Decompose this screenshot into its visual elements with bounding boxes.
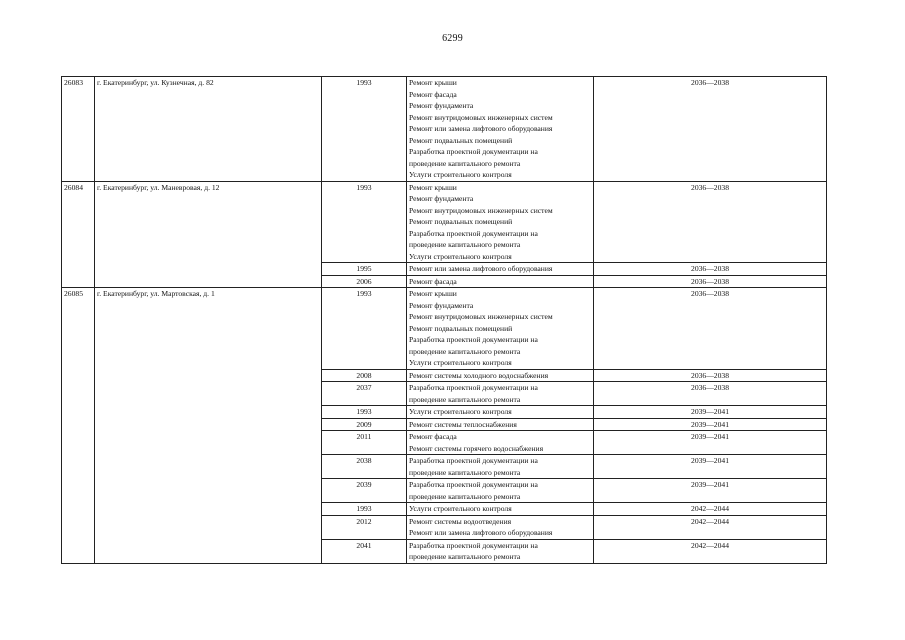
- period-cell: 2039—2041: [594, 406, 827, 419]
- building-address: г. Екатеринбург, ул. Мартовская, д. 1: [95, 288, 322, 564]
- year-cell: 1993: [322, 181, 407, 263]
- period-cell: 2036—2038: [594, 181, 827, 263]
- works-cell: [407, 479, 594, 503]
- work-item: Услуги строительного контроля: [409, 358, 512, 367]
- period-cell: 2039—2041: [594, 479, 827, 503]
- record-number: 26084: [62, 181, 95, 288]
- work-item: Ремонт системы горячего водоснабжения: [409, 443, 544, 453]
- works-cell: [407, 382, 594, 406]
- record-number: 26083: [62, 77, 95, 182]
- period-cell: 2036—2038: [594, 263, 827, 276]
- work-item: Ремонт системы теплоснабжения: [409, 419, 517, 429]
- building-address: г. Екатеринбург, ул. Кузнечная, д. 82: [95, 77, 322, 182]
- period-cell: 2036—2038: [594, 369, 827, 382]
- period-cell: 2036—2038: [594, 382, 827, 406]
- year-cell: 2039: [322, 479, 407, 503]
- work-item: Ремонт или замена лифтового оборудования: [409, 124, 553, 133]
- period-cell: 2042—2044: [594, 515, 827, 539]
- table-row: [62, 181, 827, 263]
- year-cell: 2008: [322, 369, 407, 382]
- works-cell: [407, 418, 594, 431]
- works-cell: [407, 288, 594, 370]
- record-number: 26085: [62, 288, 95, 564]
- year-cell: 1993: [322, 77, 407, 182]
- work-item: Разработка проектной документации на: [409, 540, 538, 550]
- works-cell: [407, 455, 594, 479]
- table-body: [62, 77, 827, 564]
- works-cell: [407, 369, 594, 382]
- year-cell: 2012: [322, 515, 407, 539]
- work-item: Ремонт фундамента: [409, 194, 474, 203]
- period-cell: 2039—2041: [594, 455, 827, 479]
- table-row: [62, 77, 827, 182]
- work-item: Ремонт внутридомовых инженерных систем: [409, 312, 553, 321]
- period-cell: 2036—2038: [594, 77, 827, 182]
- year-cell: 2041: [322, 539, 407, 563]
- works-cell: [407, 515, 594, 539]
- period-cell: 2042—2044: [594, 539, 827, 563]
- work-item: Ремонт крыши: [409, 289, 457, 298]
- work-item: Разработка проектной документации на: [409, 480, 538, 489]
- work-item: Ремонт крыши: [409, 78, 457, 87]
- year-cell: 1995: [322, 263, 407, 276]
- works-cell: [407, 77, 594, 182]
- period-cell: 2039—2041: [594, 418, 827, 431]
- works-cell: [407, 406, 594, 419]
- work-item: Ремонт или замена лифтового оборудования: [409, 528, 553, 537]
- works-cell: [407, 181, 594, 263]
- work-item: Разработка проектной документации на: [409, 335, 538, 344]
- building-address: г. Екатеринбург, ул. Маневровая, д. 12: [95, 181, 322, 288]
- work-item: проведение капитального ремонта: [409, 491, 521, 501]
- period-cell: 2039—2041: [594, 431, 827, 455]
- work-item: проведение капитального ремонта: [409, 467, 521, 477]
- year-cell: 2006: [322, 275, 407, 288]
- work-item: Ремонт внутридомовых инженерных систем: [409, 112, 553, 122]
- work-item: проведение капитального ремонта: [409, 346, 521, 356]
- work-item: Ремонт фасада: [409, 89, 457, 99]
- work-item: проведение капитального ремонта: [409, 394, 521, 404]
- work-item: Услуги строительного контроля: [409, 504, 512, 513]
- year-cell: 1993: [322, 503, 407, 516]
- work-item: проведение капитального ремонта: [409, 240, 521, 249]
- work-item: Ремонт подвальных помещений: [409, 323, 513, 333]
- work-item: Ремонт системы холодного водоснабжения: [409, 370, 549, 380]
- work-item: Ремонт подвальных помещений: [409, 135, 513, 145]
- work-item: проведение капитального ремонта: [409, 158, 521, 168]
- works-cell: [407, 539, 594, 563]
- work-item: Ремонт внутридомовых инженерных систем: [409, 205, 553, 215]
- works-cell: [407, 275, 594, 288]
- work-item: Ремонт фасада: [409, 276, 457, 286]
- work-item: Ремонт крыши: [409, 182, 457, 192]
- year-cell: 1993: [322, 288, 407, 370]
- work-item: Ремонт фундамента: [409, 101, 474, 110]
- works-cell: [407, 431, 594, 455]
- table-row: [62, 288, 827, 370]
- work-item: Услуги строительного контроля: [409, 407, 512, 416]
- work-item: Услуги строительного контроля: [409, 170, 512, 179]
- repair-schedule-table: [61, 76, 827, 564]
- year-cell: 2038: [322, 455, 407, 479]
- work-item: Услуги строительного контроля: [409, 251, 512, 261]
- year-cell: 2011: [322, 431, 407, 455]
- work-item: Разработка проектной документации на: [409, 228, 538, 238]
- work-item: Ремонт фундамента: [409, 300, 474, 310]
- period-cell: 2042—2044: [594, 503, 827, 516]
- work-item: Ремонт системы водоотведения: [409, 516, 512, 526]
- works-cell: [407, 503, 594, 516]
- page-number: 6299: [442, 33, 463, 44]
- work-item: Ремонт или замена лифтового оборудования: [409, 264, 553, 273]
- works-cell: [407, 263, 594, 276]
- period-cell: 2036—2038: [594, 275, 827, 288]
- work-item: Разработка проектной документации на: [409, 147, 538, 156]
- year-cell: 1993: [322, 406, 407, 419]
- work-item: Разработка проектной документации на: [409, 456, 538, 465]
- work-item: Ремонт подвальных помещений: [409, 217, 513, 226]
- work-item: проведение капитального ремонта: [409, 552, 521, 561]
- year-cell: 2009: [322, 418, 407, 431]
- work-item: Ремонт фасада: [409, 432, 457, 441]
- work-item: Разработка проектной документации на: [409, 383, 538, 392]
- year-cell: 2037: [322, 382, 407, 406]
- period-cell: 2036—2038: [594, 288, 827, 370]
